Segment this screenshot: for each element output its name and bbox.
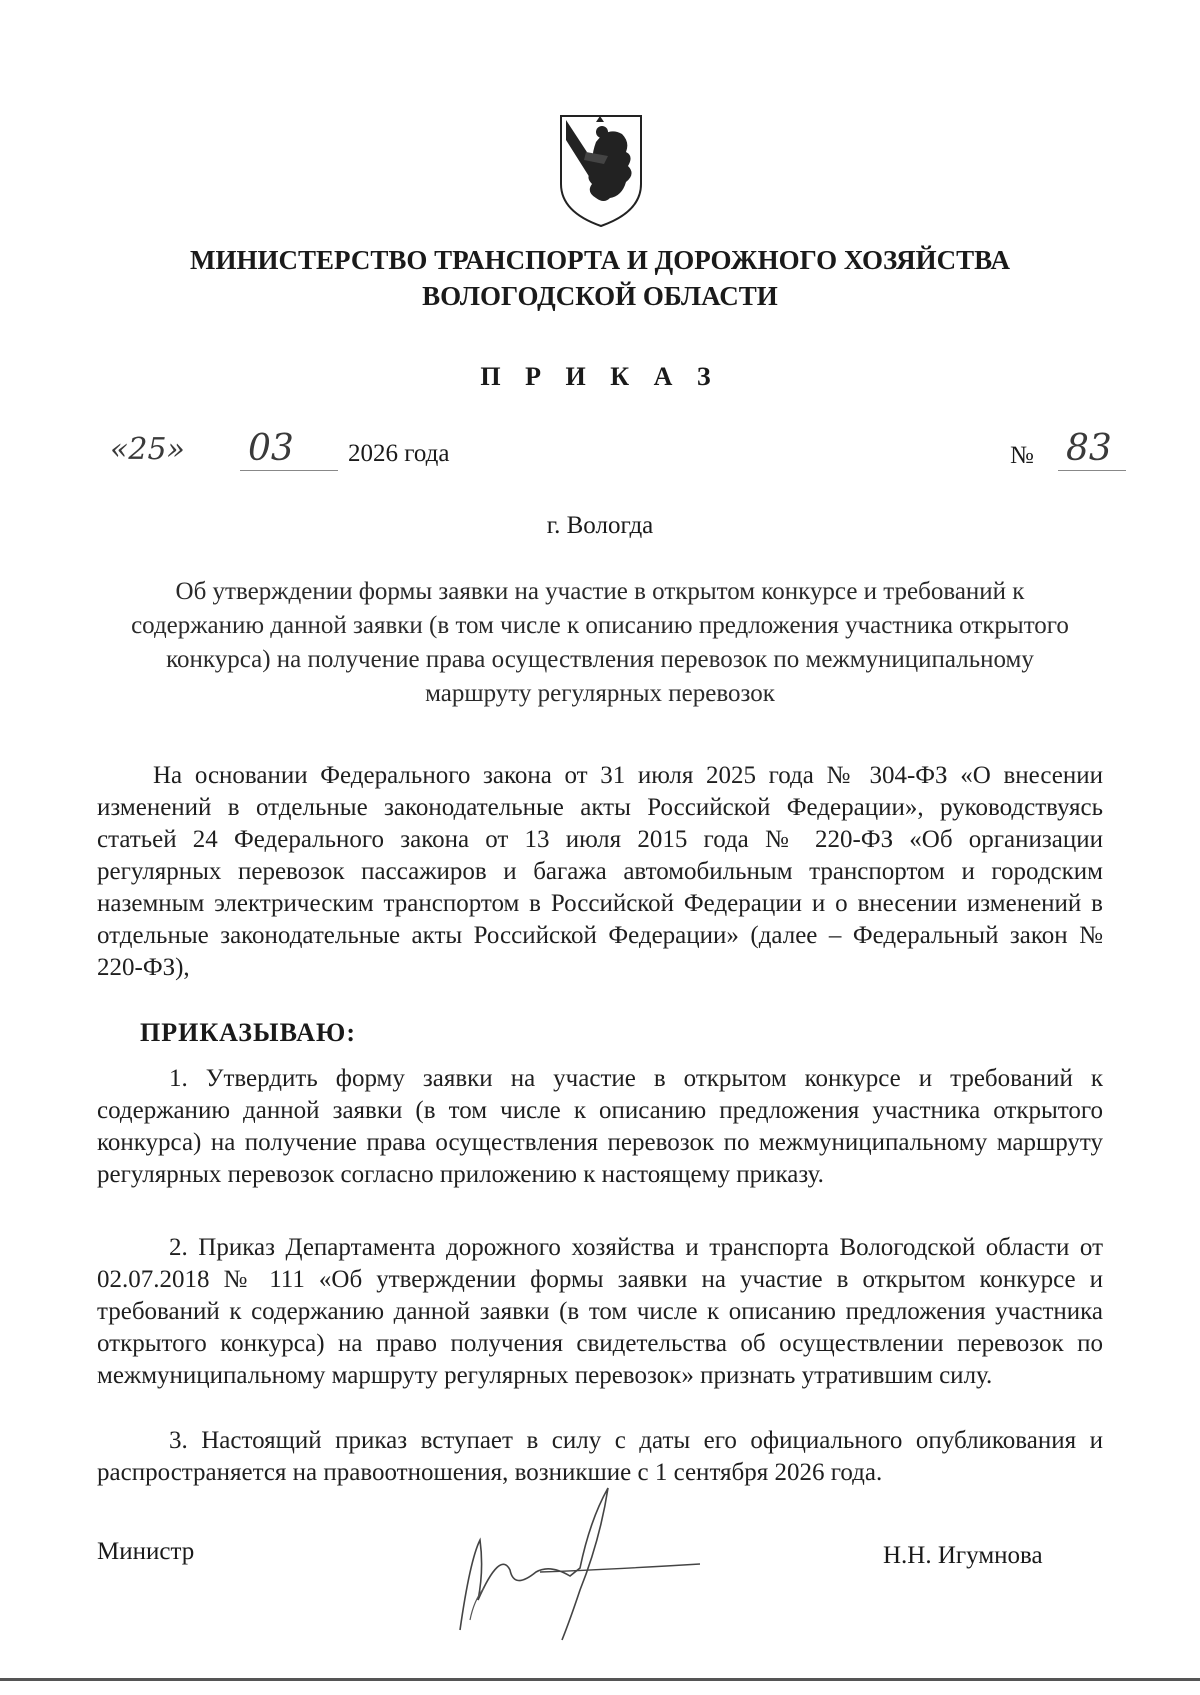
order-subject: Об утверждении формы заявки на участие в открытом конкурсе и требований к содержанию данной заявки (в том числе к описанию предложения участника открытого конкурса) на получение права осуществления перевозок по межмуниципальному маршруту регулярных перевозок [131,578,1069,707]
signatory-position: Министр [97,1538,195,1565]
handwritten-signature [440,1480,770,1650]
number-sign: № [1010,442,1034,469]
date-month: 03 [248,428,294,469]
order-item-1: 1. Утвердить форму заявки на участие в открытом конкурсе и требований к содержанию данной заявки (в том числе к описанию предложения участника открытого конкурса) на получение права осуществления перевозок по межмуниципальному маршруту регулярных перевозок согласно приложению к настоящему приказу. [97,1065,1103,1188]
ministry-name-line-1: МИНИСТЕРСТВО ТРАНСПОРТА И ДОРОЖНОГО ХОЗЯЙСТВА [190,245,1010,275]
ministry-name-line-2: ВОЛОГОДСКОЙ ОБЛАСТИ [422,281,778,311]
signatory-name: Н.Н. Игумнова [883,1542,1043,1569]
city: г. Вологда [546,512,654,539]
order-item-3: 3. Настоящий приказ вступает в силу с даты его официального опубликования и распространяется на правоотношения, возникшие с 1 сентября 2026 года. [97,1427,1103,1486]
vologda-coat-of-arms-emblem [556,112,646,230]
page-bottom-rule [0,1678,1200,1681]
ministry-name [100,242,1100,314]
date-year: 2026 года [348,440,450,467]
date-underline [240,470,338,471]
order-item-2: 2. Приказ Департамента дорожного хозяйства и транспорта Вологодской области от 02.07.2018 № 111 «Об утверждении формы заявки на участие в открытом конкурсе и требований к содержанию данной заявки (в том числе к описанию предложения участника открытого конкурса) на право получения свидетельства об осуществлении перевозок по межмуниципальному маршруту регулярных перевозок» признать утратившим силу. [97,1234,1103,1389]
order-directive-word: ПРИКАЗЫВАЮ: [140,1018,356,1047]
date-day: «25» [110,432,185,467]
preamble-paragraph: На основании Федерального закона от 31 июля 2025 года № 304-ФЗ «О внесении изменений в отдельные законодательные акты Российской Федерации», руководствуясь статьей 24 Федерального закона от 13 июля 2015 года № 220-ФЗ «Об организации регулярных перевозок пассажиров и багажа автомобильным транспортом и городским наземным электрическим транспортом в Российской Федерации и о внесении изменений в отдельные законодательные акты Российской Федерации» (далее – Федеральный закон № 220-ФЗ), [97,762,1103,981]
document-type-title: П Р И К А З [480,362,720,391]
order-number: 83 [1066,428,1112,469]
number-underline [1058,470,1126,471]
